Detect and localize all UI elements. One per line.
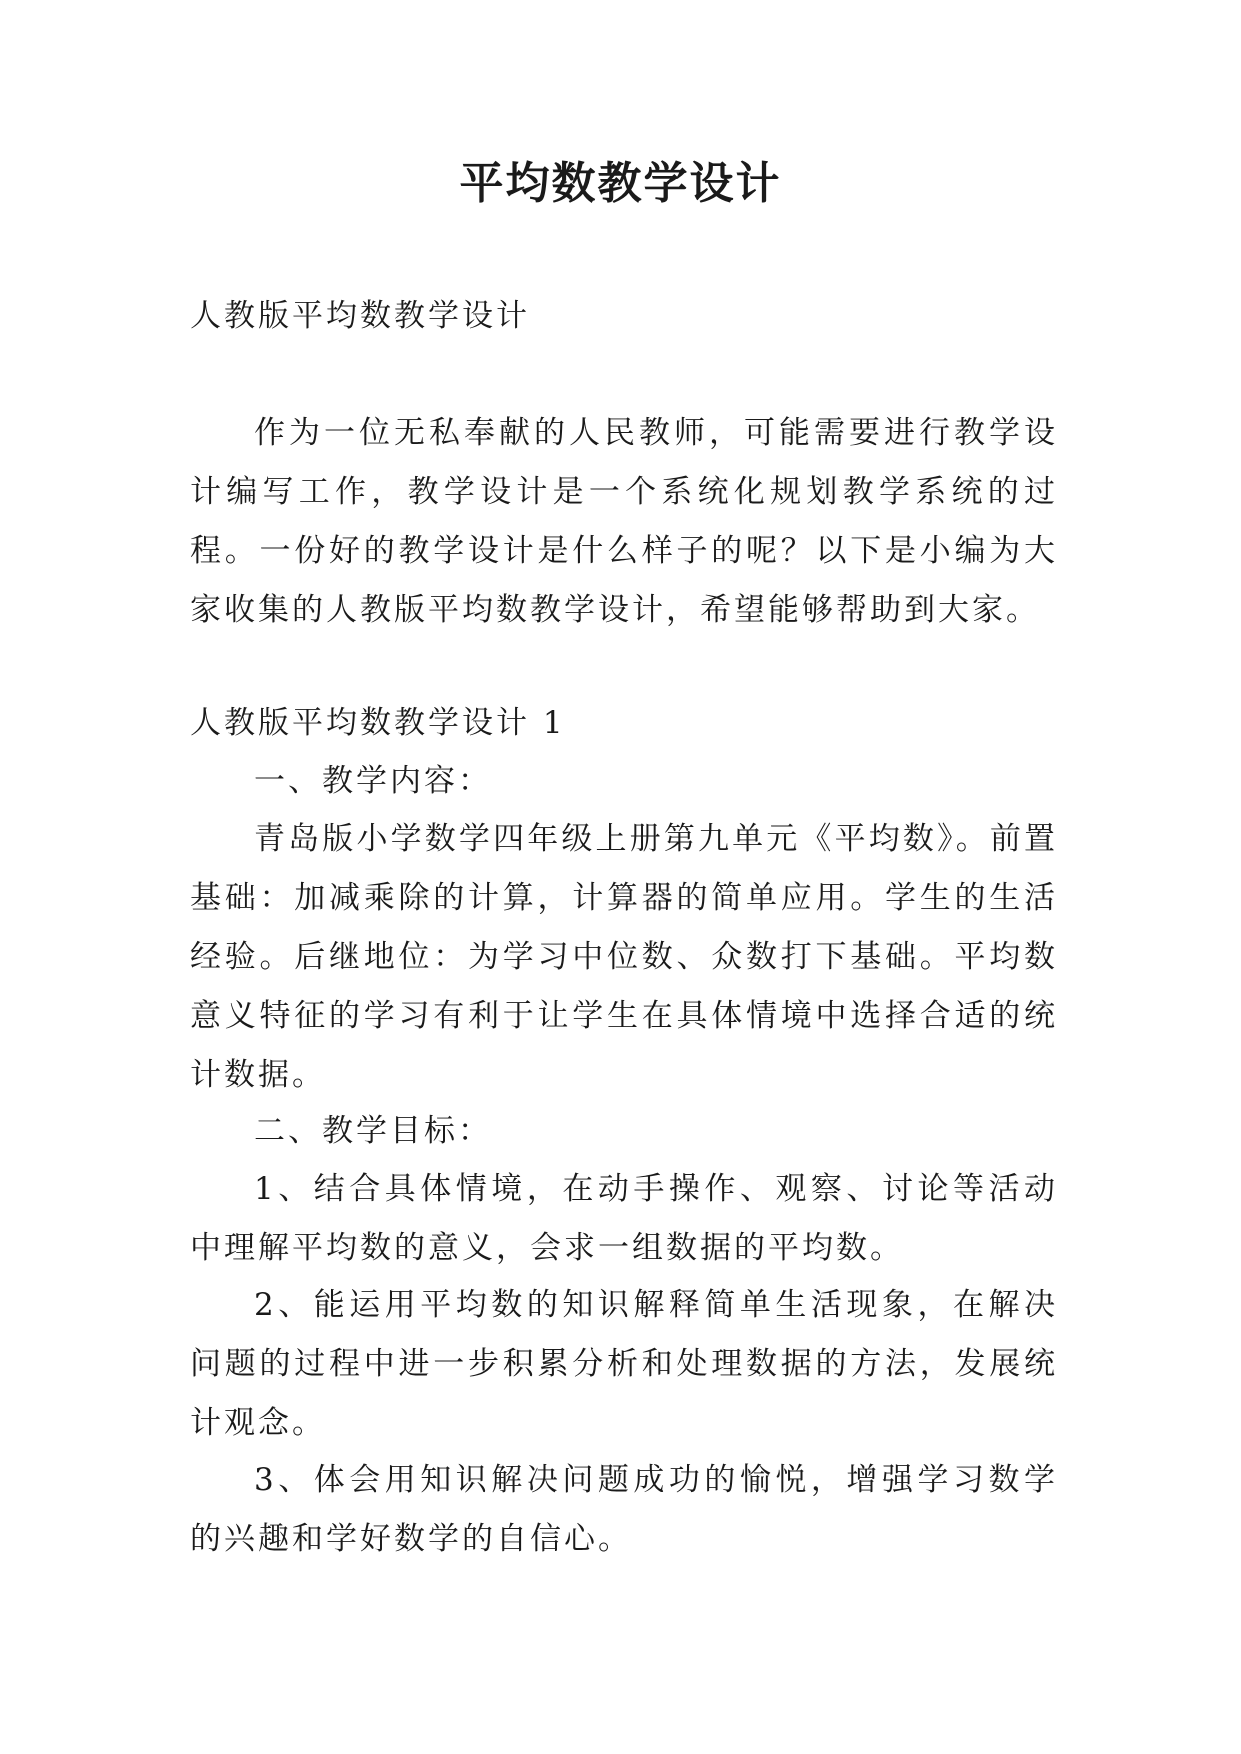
document-title: 平均数教学设计: [459, 158, 782, 209]
intro-paragraph: 作为一位无私奉献的人民教师，可能需要进行教学设计编写工作，教学设计是一个系统化规划教学系统的过程。一份好的教学设计是什么样子的呢？以下是小编为大家收集的人教版平均数教学设计，希望能够帮助到大家。: [190, 415, 1058, 628]
teaching-content-paragraph: 青岛版小学数学四年级上册第九单元《平均数》。前置基础：加减乘除的计算，计算器的简单应用。学生的生活经验。后继地位：为学习中位数、众数打下基础。平均数意义特征的学习有利于让学生在具体情境中选择合适的统计数据。: [190, 821, 1058, 1093]
document-subtitle: 人教版平均数教学设计: [190, 298, 530, 334]
section-heading: 人教版平均数教学设计 1: [190, 705, 566, 741]
teaching-goals-heading: 二、教学目标：: [254, 1113, 492, 1149]
teaching-content-heading: 一、教学内容：: [254, 763, 492, 799]
teaching-goal-1: 1、结合具体情境，在动手操作、观察、讨论等活动中理解平均数的意义，会求一组数据的平均数。: [190, 1171, 1058, 1266]
teaching-goal-3: 3、体会用知识解决问题成功的愉悦，增强学习数学的兴趣和学好数学的自信心。: [190, 1462, 1058, 1557]
teaching-goal-2: 2、能运用平均数的知识解释简单生活现象，在解决问题的过程中进一步积累分析和处理数据的方法，发展统计观念。: [190, 1287, 1058, 1441]
